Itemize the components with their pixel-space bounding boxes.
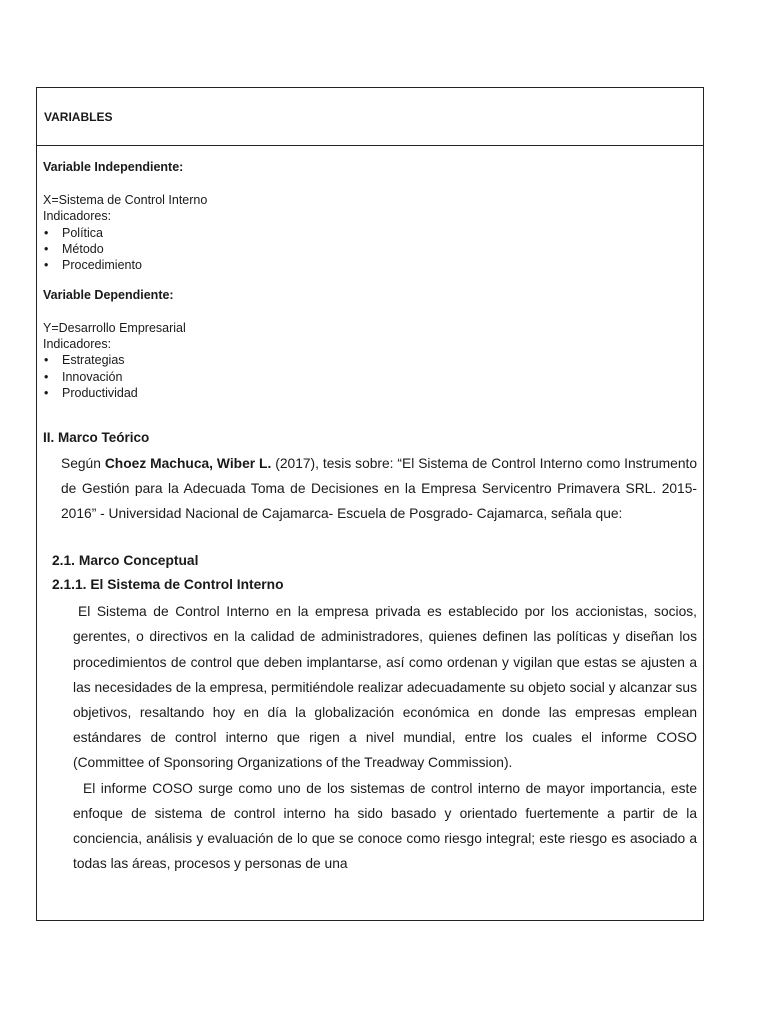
variables-heading: VARIABLES [44,110,113,124]
table-body-cell [37,146,703,876]
control-interno-paragraph: El Sistema de Control Interno en la empresa privada es establecido por los accionistas, socios, gerentes, o directivos en la calidad de administradores, quienes definen las políticas y diseñan los procedimientos de control que deben implantarse, así como ordenan y vigilan que estas se ajusten a las necesidades de la empresa, permitiéndole realizar adecuadamente su objeto social y alcanzar sus objetivos, resaltando hoy en día la globalización económica en donde las empresas emplean estándares de control interno que rigen a nivel mundial, entre los cuales el informe COSO (Committee of Sponsoring Organizations of the Treadway Commission). [73,604,697,771]
dependent-indicators-list [43,352,703,401]
list-item: • Procedimiento [44,258,142,273]
marco-teorico-intro: Según Choez Machuca, Wiber L. (2017), tesis sobre: “El Sistema de Control Interno como Instrumento de Gestión para la Adecuada Toma de Decisiones en la Empresa Servicentro Primavera SRL. 2015-2016” - Universidad Nacional de Cajamarca- Escuela de Posgrado- Cajamarca, señala que: [61,455,698,522]
control-interno-title: 2.1.1. El Sistema de Control Interno [52,577,284,593]
author-name: Choez Machuca, Wiber L. [104,455,272,471]
variables-table [36,87,704,921]
table-bottom-border [36,920,704,921]
bullet-icon: • [44,225,49,240]
dependent-indicators-label: Indicadores: [43,337,112,352]
list-item: • Estrategias [44,353,125,368]
list-item: • Productividad [44,386,138,401]
coso-paragraph: El informe COSO surge como uno de los sistemas de control interno de mayor importancia, este enfoque de sistema de control interno ha sido basado y orientado fuertemente a partir de la conciencia, análisis y evaluación de lo que se conoce como riesgo integral; este riesgo es asociado a todas las áreas, procesos y personas de una [73,780,697,872]
list-item: • Política [44,225,103,240]
independent-indicators-list [43,225,703,274]
marco-teorico-title: II. Marco Teórico [43,429,150,445]
independent-variable-definition: X=Sistema de Control Interno [43,193,208,207]
bullet-icon: • [44,369,49,384]
list-item: • Método [44,242,104,256]
bullet-icon: • [44,242,49,256]
bullet-icon: • [44,386,49,401]
independent-variable-heading: Variable Independiente: [43,160,184,174]
bullet-icon: • [44,258,49,273]
list-item: • Innovación [44,369,123,384]
dependent-variable-heading: Variable Dependiente: [43,287,174,302]
independent-indicators-label: Indicadores: [43,209,112,224]
dependent-variable-definition: Y=Desarrollo Empresarial [43,320,186,335]
bullet-icon: • [44,353,49,368]
marco-conceptual-title: 2.1. Marco Conceptual [52,553,199,569]
table-header-cell [37,88,703,146]
